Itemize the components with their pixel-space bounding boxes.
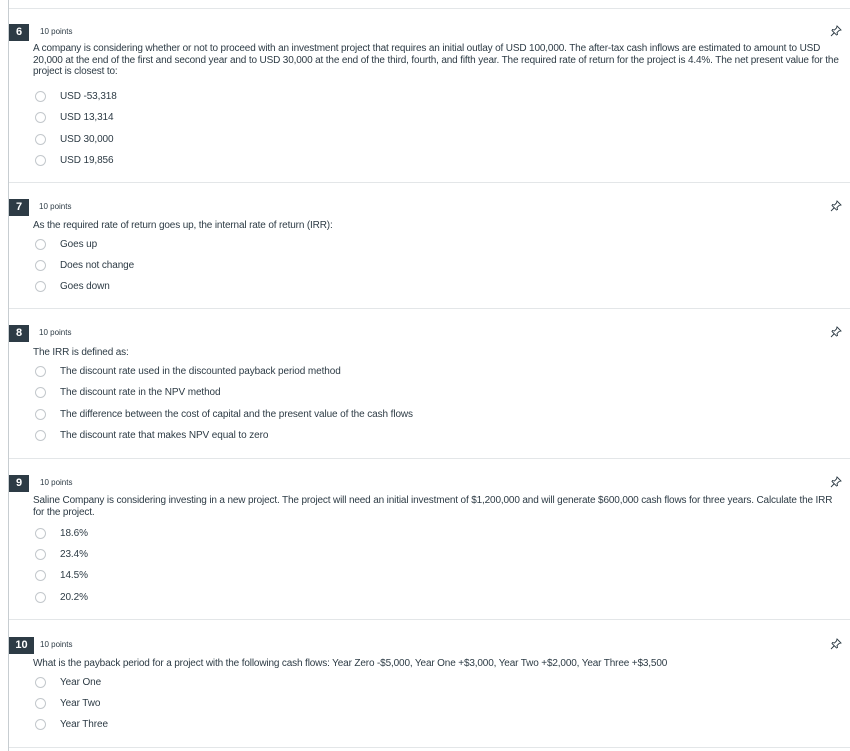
option-label: Goes down bbox=[60, 281, 110, 292]
question-points: 10 points bbox=[40, 27, 73, 36]
radio-button[interactable] bbox=[35, 387, 46, 398]
radio-button[interactable] bbox=[35, 677, 46, 688]
option-label: 23.4% bbox=[60, 549, 88, 560]
option-label: The discount rate used in the discounted payback period method bbox=[60, 366, 341, 377]
question-8 bbox=[9, 309, 850, 459]
question-points: 10 points bbox=[40, 478, 73, 487]
question-divider bbox=[9, 747, 850, 748]
option-label: Does not change bbox=[60, 260, 135, 271]
radio-button[interactable] bbox=[35, 409, 46, 420]
pin-icon[interactable] bbox=[830, 476, 842, 488]
option-label: Year Two bbox=[60, 698, 101, 709]
radio-button[interactable] bbox=[35, 719, 46, 730]
option-label: USD -53,318 bbox=[60, 91, 117, 102]
radio-button[interactable] bbox=[35, 155, 46, 166]
radio-button[interactable] bbox=[35, 134, 46, 145]
pin-icon[interactable] bbox=[830, 200, 842, 212]
option-label: 20.2% bbox=[60, 592, 88, 603]
question-9 bbox=[9, 459, 850, 620]
question-6 bbox=[9, 9, 850, 183]
radio-button[interactable] bbox=[35, 528, 46, 539]
option-label: USD 19,856 bbox=[60, 155, 114, 166]
option-label: USD 13,314 bbox=[60, 112, 114, 123]
question-text: What is the payback period for a project with the following cash flows: Year Zero -$5,000, Year One +$3,000, Year Two +$2,000, Year Three +$3,500 bbox=[33, 658, 668, 669]
question-number: 9 bbox=[9, 475, 29, 492]
radio-button[interactable] bbox=[35, 430, 46, 441]
question-text: The IRR is defined as: bbox=[33, 347, 129, 358]
radio-button[interactable] bbox=[35, 549, 46, 560]
radio-button[interactable] bbox=[35, 91, 46, 102]
option-label: The discount rate that makes NPV equal to zero bbox=[60, 430, 269, 441]
radio-button[interactable] bbox=[35, 281, 46, 292]
radio-button[interactable] bbox=[35, 239, 46, 250]
question-number: 10 bbox=[9, 637, 34, 654]
question-number: 7 bbox=[9, 199, 29, 216]
question-number: 6 bbox=[9, 24, 29, 41]
pin-icon[interactable] bbox=[830, 638, 842, 650]
option-label: 18.6% bbox=[60, 528, 88, 539]
option-label: The discount rate in the NPV method bbox=[60, 387, 221, 398]
option-label: Year One bbox=[60, 677, 102, 688]
option-label: USD 30,000 bbox=[60, 134, 114, 145]
question-10 bbox=[9, 620, 850, 748]
question-text: As the required rate of return goes up, the internal rate of return (IRR): bbox=[33, 220, 333, 231]
pin-icon[interactable] bbox=[830, 25, 842, 37]
radio-button[interactable] bbox=[35, 570, 46, 581]
radio-button[interactable] bbox=[35, 366, 46, 377]
option-label: Year Three bbox=[60, 719, 108, 730]
radio-button[interactable] bbox=[35, 698, 46, 709]
question-points: 10 points bbox=[40, 640, 73, 649]
question-text: A company is considering whether or not to proceed with an investment project that requires an initial outlay of USD 100,000. The after-tax cash inflows are estimated to amount to USD 20,000 at the end of the first and second year and to USD 30,000 at the end of the third, fourth, and fifth year. The required rate of return for the project is 4.4%. The net present value for the project is closest to: bbox=[33, 43, 839, 77]
option-label: 14.5% bbox=[60, 570, 88, 581]
option-label: Goes up bbox=[60, 239, 98, 250]
question-points: 10 points bbox=[39, 202, 72, 211]
question-points: 10 points bbox=[39, 328, 72, 337]
radio-button[interactable] bbox=[35, 112, 46, 123]
pin-icon[interactable] bbox=[830, 326, 842, 338]
radio-button[interactable] bbox=[35, 592, 46, 603]
option-label: The difference between the cost of capital and the present value of the cash flows bbox=[60, 409, 413, 420]
question-number: 8 bbox=[9, 325, 29, 342]
question-text: Saline Company is considering investing in a new project. The project will need an initial investment of $1,200,000 and will generate $600,000 cash flows for three years. Calculate the IRR for the project. bbox=[33, 495, 833, 518]
question-7 bbox=[9, 183, 850, 309]
radio-button[interactable] bbox=[35, 260, 46, 271]
